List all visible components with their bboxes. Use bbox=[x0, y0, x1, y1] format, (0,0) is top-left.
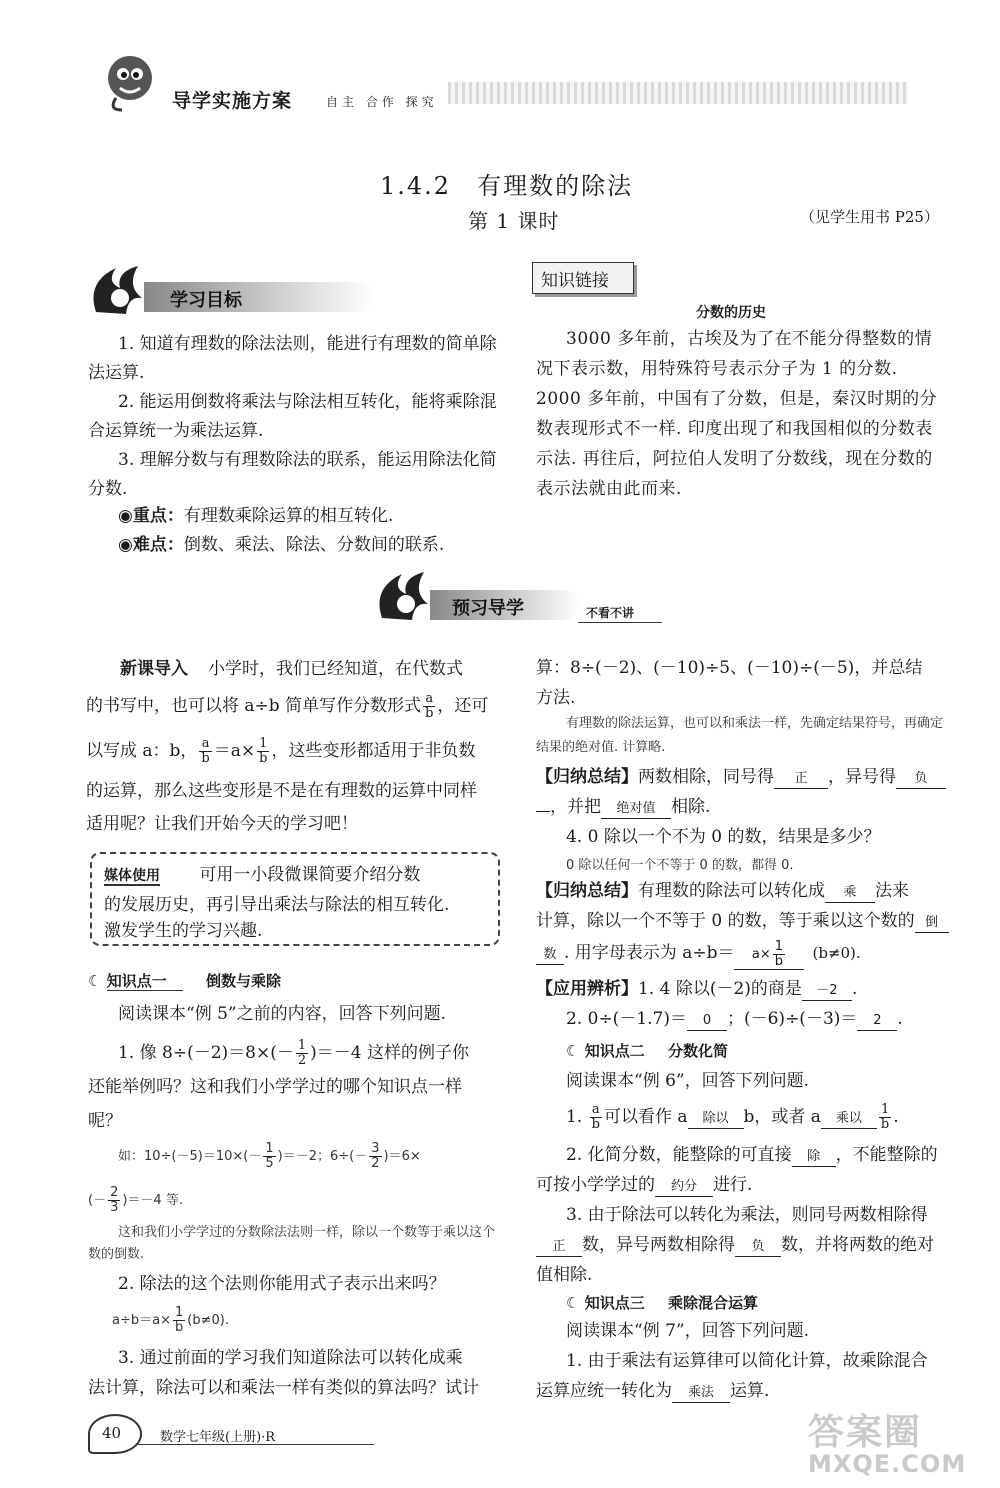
key-label: ◉重点： bbox=[118, 506, 184, 526]
answer-blank: 2 bbox=[857, 1012, 897, 1031]
kp3-title: 乘除混合运算 bbox=[667, 1294, 758, 1312]
mascot-logo bbox=[98, 52, 160, 114]
intro-line: 的运算，那么这些变形是不是在有理数的运算中同样 bbox=[86, 781, 477, 801]
footer-book: 数学七年级(上册)·R bbox=[160, 1430, 276, 1445]
media-box bbox=[90, 852, 500, 946]
answer-blank: 倒 bbox=[915, 914, 949, 933]
fraction: $\frac{1}{2}$ bbox=[297, 1038, 307, 1068]
kp2-label: 知识点二 bbox=[584, 1042, 645, 1060]
answer-blank: 正 bbox=[774, 770, 828, 789]
question-text: 呢？ bbox=[88, 1111, 122, 1131]
summary-label: 【归纳总结】 bbox=[536, 881, 638, 901]
lesson-title: 1.4.2 有理数的除法 bbox=[380, 172, 634, 200]
numerator: 1 bbox=[257, 737, 269, 752]
knowledge-link-badge bbox=[532, 262, 634, 294]
answer-text: (b≠0). bbox=[187, 1313, 229, 1328]
right-r1: 算：8÷(－2)、(－10)÷5、(－10)÷(－5)，并总结 bbox=[536, 658, 923, 678]
kp1-label: 知识点一 bbox=[107, 972, 183, 991]
answer-blank: 0 bbox=[687, 1012, 727, 1031]
answer-blank: 负 bbox=[735, 1238, 781, 1257]
answer-blank: －2 bbox=[802, 982, 852, 1001]
question-text: 2. 化简分数，能整除的可直接 bbox=[566, 1145, 792, 1165]
denominator: b bbox=[201, 751, 210, 766]
answer-text: )＝－4 等. bbox=[122, 1193, 183, 1208]
page-number: 40 bbox=[102, 1424, 122, 1442]
difficult-point bbox=[118, 531, 444, 560]
summary-text: . 用字母表示为 a÷b＝ bbox=[564, 943, 735, 963]
answer-blank: 绝对值 bbox=[601, 800, 671, 819]
summary-1-cont bbox=[536, 792, 710, 822]
kp3-read: 阅读课本“例 7”，回答下列问题. bbox=[566, 1321, 810, 1341]
answer-blank: 数 bbox=[536, 946, 564, 965]
fraction: $\frac{1}{b}$ bbox=[174, 1305, 184, 1335]
difficult-text: 倒数、乘法、除法、分数间的联系. bbox=[183, 535, 445, 555]
question-text: )＝－4 这样的例子你 bbox=[310, 1043, 470, 1063]
intro-line: ＝a× bbox=[213, 741, 256, 761]
kp1-q2: 2. 除法的这个法则你能用式子表示出来吗？ bbox=[118, 1274, 446, 1294]
question-text: 进行. bbox=[713, 1175, 753, 1195]
question-text: 数，异号两数相除得 bbox=[582, 1235, 735, 1255]
kp2-q3: 3. 由于除法可以转化为乘法，则同号两数相除得 bbox=[566, 1205, 928, 1225]
answer-text: )＝6× bbox=[383, 1149, 421, 1164]
key-text: 有理数乘除运算的相互转化. bbox=[183, 506, 394, 526]
answer-blank: 除 bbox=[792, 1148, 836, 1167]
summary-text: ，并把 bbox=[550, 797, 601, 817]
fraction: $\frac{1}{b}$ bbox=[880, 1102, 890, 1132]
intro-line: ，这些变形都适用于非负数 bbox=[271, 741, 476, 761]
kp3-heading bbox=[566, 1292, 758, 1313]
knowledge-link-title: 分数的历史 bbox=[696, 305, 766, 321]
question-text: 可按小学学过的 bbox=[536, 1175, 655, 1195]
difficult-label: ◉难点： bbox=[118, 535, 184, 555]
fraction bbox=[257, 737, 269, 766]
objective-3: 3. 理解分数与有理数除法的联系，能运用除法化简分数. bbox=[88, 450, 497, 499]
media-label: 媒体使用 bbox=[104, 868, 160, 884]
application-text: ；(－6)÷(－3)＝ bbox=[726, 1009, 858, 1029]
question-text: 可以看作 a bbox=[603, 1107, 688, 1127]
summary-2-line3 bbox=[536, 938, 861, 970]
summary-2 bbox=[536, 876, 909, 906]
intro-line: 的书写中，也可以将 a÷b 简单写作分数形式 bbox=[86, 696, 422, 716]
summary-2-line2 bbox=[536, 906, 949, 936]
application-2: 2. 0÷(－1.7)＝ 0 ；(－6)÷(－3)＝ 2 . bbox=[566, 1009, 903, 1029]
right-answer-5: 0 除以任何一个不等于 0 的数，都得 0. bbox=[566, 858, 794, 873]
kp2-q2 bbox=[566, 1140, 938, 1170]
watermark-url: MXQE.COM bbox=[808, 1450, 967, 1478]
question-text: 数，并将两数的绝对 bbox=[781, 1235, 934, 1255]
moon-icon: ☾ bbox=[566, 1294, 580, 1312]
application-1: 【应用辨析】1. 4 除以(－2)的商是 －2 . bbox=[536, 979, 858, 999]
denominator: b bbox=[259, 751, 268, 766]
summary-text: 有理数的除法可以转化成 bbox=[638, 881, 825, 901]
media-line2: 的发展历史，再引导出乘法与除法的相互转化. bbox=[104, 895, 450, 915]
summary-text: 两数相除，同号得 bbox=[638, 767, 774, 787]
header-title: 导学实施方案 bbox=[172, 90, 293, 112]
page-number-badge bbox=[88, 1414, 142, 1454]
section-heading-preview bbox=[372, 568, 672, 626]
kp1-heading bbox=[88, 970, 281, 991]
answer-blank: 除以 bbox=[688, 1110, 744, 1129]
kp1-q1 bbox=[88, 1036, 508, 1138]
key-point bbox=[118, 502, 393, 531]
fraction bbox=[199, 737, 211, 766]
intro-label: 新课导入 bbox=[120, 659, 188, 679]
application-label: 【应用辨析】 bbox=[536, 979, 638, 999]
preview-heading: 预习导学 bbox=[452, 598, 524, 619]
denominator: b bbox=[425, 706, 434, 721]
kp1-read: 阅读课本“例 5”之前的内容，回答下列问题. bbox=[118, 1004, 447, 1024]
kp1-answer-1-cont bbox=[88, 1186, 183, 1215]
right-q4: 4. 0 除以一个不为 0 的数，结果是多少？ bbox=[566, 827, 881, 847]
kp2-q1: 1. $\frac{a}{b}$ 可以看作 a 除以 b，或者 a 乘以 $\frac{1}{b}$ . bbox=[566, 1102, 899, 1132]
intro-line: 以写成 a：b， bbox=[86, 741, 198, 761]
numerator: a bbox=[423, 692, 435, 707]
answer-text: )＝－2；6÷(－ bbox=[277, 1149, 368, 1164]
summary-1 bbox=[536, 762, 956, 792]
fraction: $\frac{a}{b}$ bbox=[591, 1102, 600, 1132]
question-text: 1. 像 8÷(－2)＝8×(－ bbox=[118, 1043, 294, 1063]
summary-label: 【归纳总结】 bbox=[536, 767, 638, 787]
fraction: $\frac{3}{2}$ bbox=[371, 1141, 380, 1171]
answer-text: 如：10÷(－5)＝10×(－ bbox=[118, 1149, 262, 1164]
footer-rule bbox=[138, 1444, 374, 1445]
answer-blank: 约分 bbox=[655, 1178, 713, 1197]
answer-text: a÷b＝a× bbox=[112, 1313, 171, 1328]
intro-line: 小学时，我们已经知道，在代数式 bbox=[208, 659, 463, 679]
knowledge-link-heading: 知识链接 bbox=[541, 271, 609, 291]
lesson-period: 第 1 课时 bbox=[468, 209, 560, 233]
answer-blank: 乘法 bbox=[672, 1384, 730, 1403]
kp3-label: 知识点三 bbox=[584, 1294, 645, 1312]
kp1-answer-2: 这和我们小学学过的分数除法法则一样，除以一个数等于乘以这个数的倒数. bbox=[88, 1225, 496, 1262]
objective-2: 2. 能运用倒数将乘法与除法相互转化，能将乘除混合运算统一为乘法运算. bbox=[88, 392, 497, 441]
moon-icon: ☾ bbox=[88, 972, 102, 990]
knowledge-link-body: 3000 多年前，古埃及为了在不能分得整数的情况下表示数，用特殊符号表示分子为 1 的分数. 2000 多年前，中国有了分数，但是，秦汉时期的分数表现形式不一样. 印度出现了和我国相似的分数表示法. 再往后，阿拉伯人发明了分数线，现在分数的表示法就由此而来. bbox=[536, 329, 938, 499]
summary-text: 计算，除以一个不等于 0 的数，等于乘以这个数的 bbox=[536, 911, 915, 931]
intro-line: ，还可 bbox=[437, 696, 489, 716]
moon-icon: ☾ bbox=[566, 1042, 580, 1060]
kp2-title: 分数化简 bbox=[667, 1042, 728, 1060]
right-r2: 方法. bbox=[536, 688, 576, 708]
kp2-read: 阅读课本“例 6”，回答下列问题. bbox=[566, 1071, 810, 1091]
question-text: 运算. bbox=[730, 1381, 770, 1401]
answer-blank: 乘 bbox=[825, 884, 875, 903]
answer-blank: a× $\frac{1}{b}$ bbox=[734, 940, 804, 970]
fraction: $\frac{1}{5}$ bbox=[265, 1141, 274, 1171]
media-line1: 可用一小段微课简要介绍分数 bbox=[199, 865, 421, 885]
kp3-q1-cont bbox=[536, 1376, 769, 1406]
kp2-q2-cont bbox=[536, 1170, 752, 1200]
fraction: $\frac{2}{3}$ bbox=[110, 1185, 119, 1215]
kp1-title: 倒数与乘除 bbox=[205, 972, 281, 990]
answer-blank: 正 bbox=[536, 1238, 582, 1257]
application-text: 2. 0÷(－1.7)＝ bbox=[566, 1009, 687, 1029]
objective-1: 1. 知道有理数的除法法则，能进行有理数的简单除法运算. bbox=[88, 334, 497, 383]
header-band bbox=[448, 82, 908, 104]
kp2-heading bbox=[566, 1040, 728, 1061]
watermark-title: 答案圈 bbox=[808, 1412, 923, 1453]
header-subtitle: 自主 合作 探究 bbox=[326, 95, 438, 109]
preview-tag: 不看不讲 bbox=[586, 606, 635, 620]
kp1-q3a: 3. 通过前面的学习我们知道除法可以转化成乘 bbox=[118, 1348, 463, 1368]
fraction bbox=[423, 692, 435, 721]
question-text: 还能举例吗？这和我们小学学过的哪个知识点一样 bbox=[88, 1077, 462, 1097]
kp3-q1: 1. 由于乘法有运算律可以简化计算，故乘除混合 bbox=[566, 1351, 928, 1371]
kp1-answer-3 bbox=[112, 1306, 229, 1335]
numerator: a bbox=[199, 737, 211, 752]
kp1-answer-1 bbox=[118, 1142, 421, 1171]
question-text: ，不能整除的 bbox=[835, 1145, 938, 1165]
kp2-q3-cont bbox=[536, 1230, 934, 1260]
lesson-ref: （见学生用书 P25） bbox=[800, 208, 939, 226]
answer-text: (－ bbox=[88, 1193, 107, 1208]
objectives-heading: 学习目标 bbox=[170, 290, 242, 311]
question-text: 运算应统一转化为 bbox=[536, 1381, 672, 1401]
answer-blank: 乘以 bbox=[821, 1110, 877, 1129]
question-text: b，或者 a bbox=[743, 1107, 821, 1127]
right-answer-4: 有理数的除法运算，也可以和乘法一样，先确定结果符号，再确定结果的绝对值. 计算略. bbox=[536, 716, 944, 755]
intro-line: 适用呢？让我们开始今天的学习吧！ bbox=[86, 814, 358, 834]
summary-text: (b≠0). bbox=[812, 944, 861, 962]
media-line3: 激发学生的学习兴趣. bbox=[104, 921, 263, 941]
kp1-q3b: 法计算，除法可以和乘法一样有类似的算法吗？试计 bbox=[88, 1378, 479, 1398]
application-text: 1. 4 除以(－2)的商是 bbox=[638, 979, 802, 999]
summary-text: 相除. bbox=[671, 797, 711, 817]
summary-text: ，异号得 bbox=[828, 767, 896, 787]
section-heading-objectives bbox=[86, 262, 506, 320]
summary-text: 法来 bbox=[875, 881, 909, 901]
kp2-q3-end: 值相除. bbox=[536, 1265, 593, 1285]
answer-blank: 负 bbox=[896, 770, 946, 789]
intro-block bbox=[86, 654, 506, 840]
